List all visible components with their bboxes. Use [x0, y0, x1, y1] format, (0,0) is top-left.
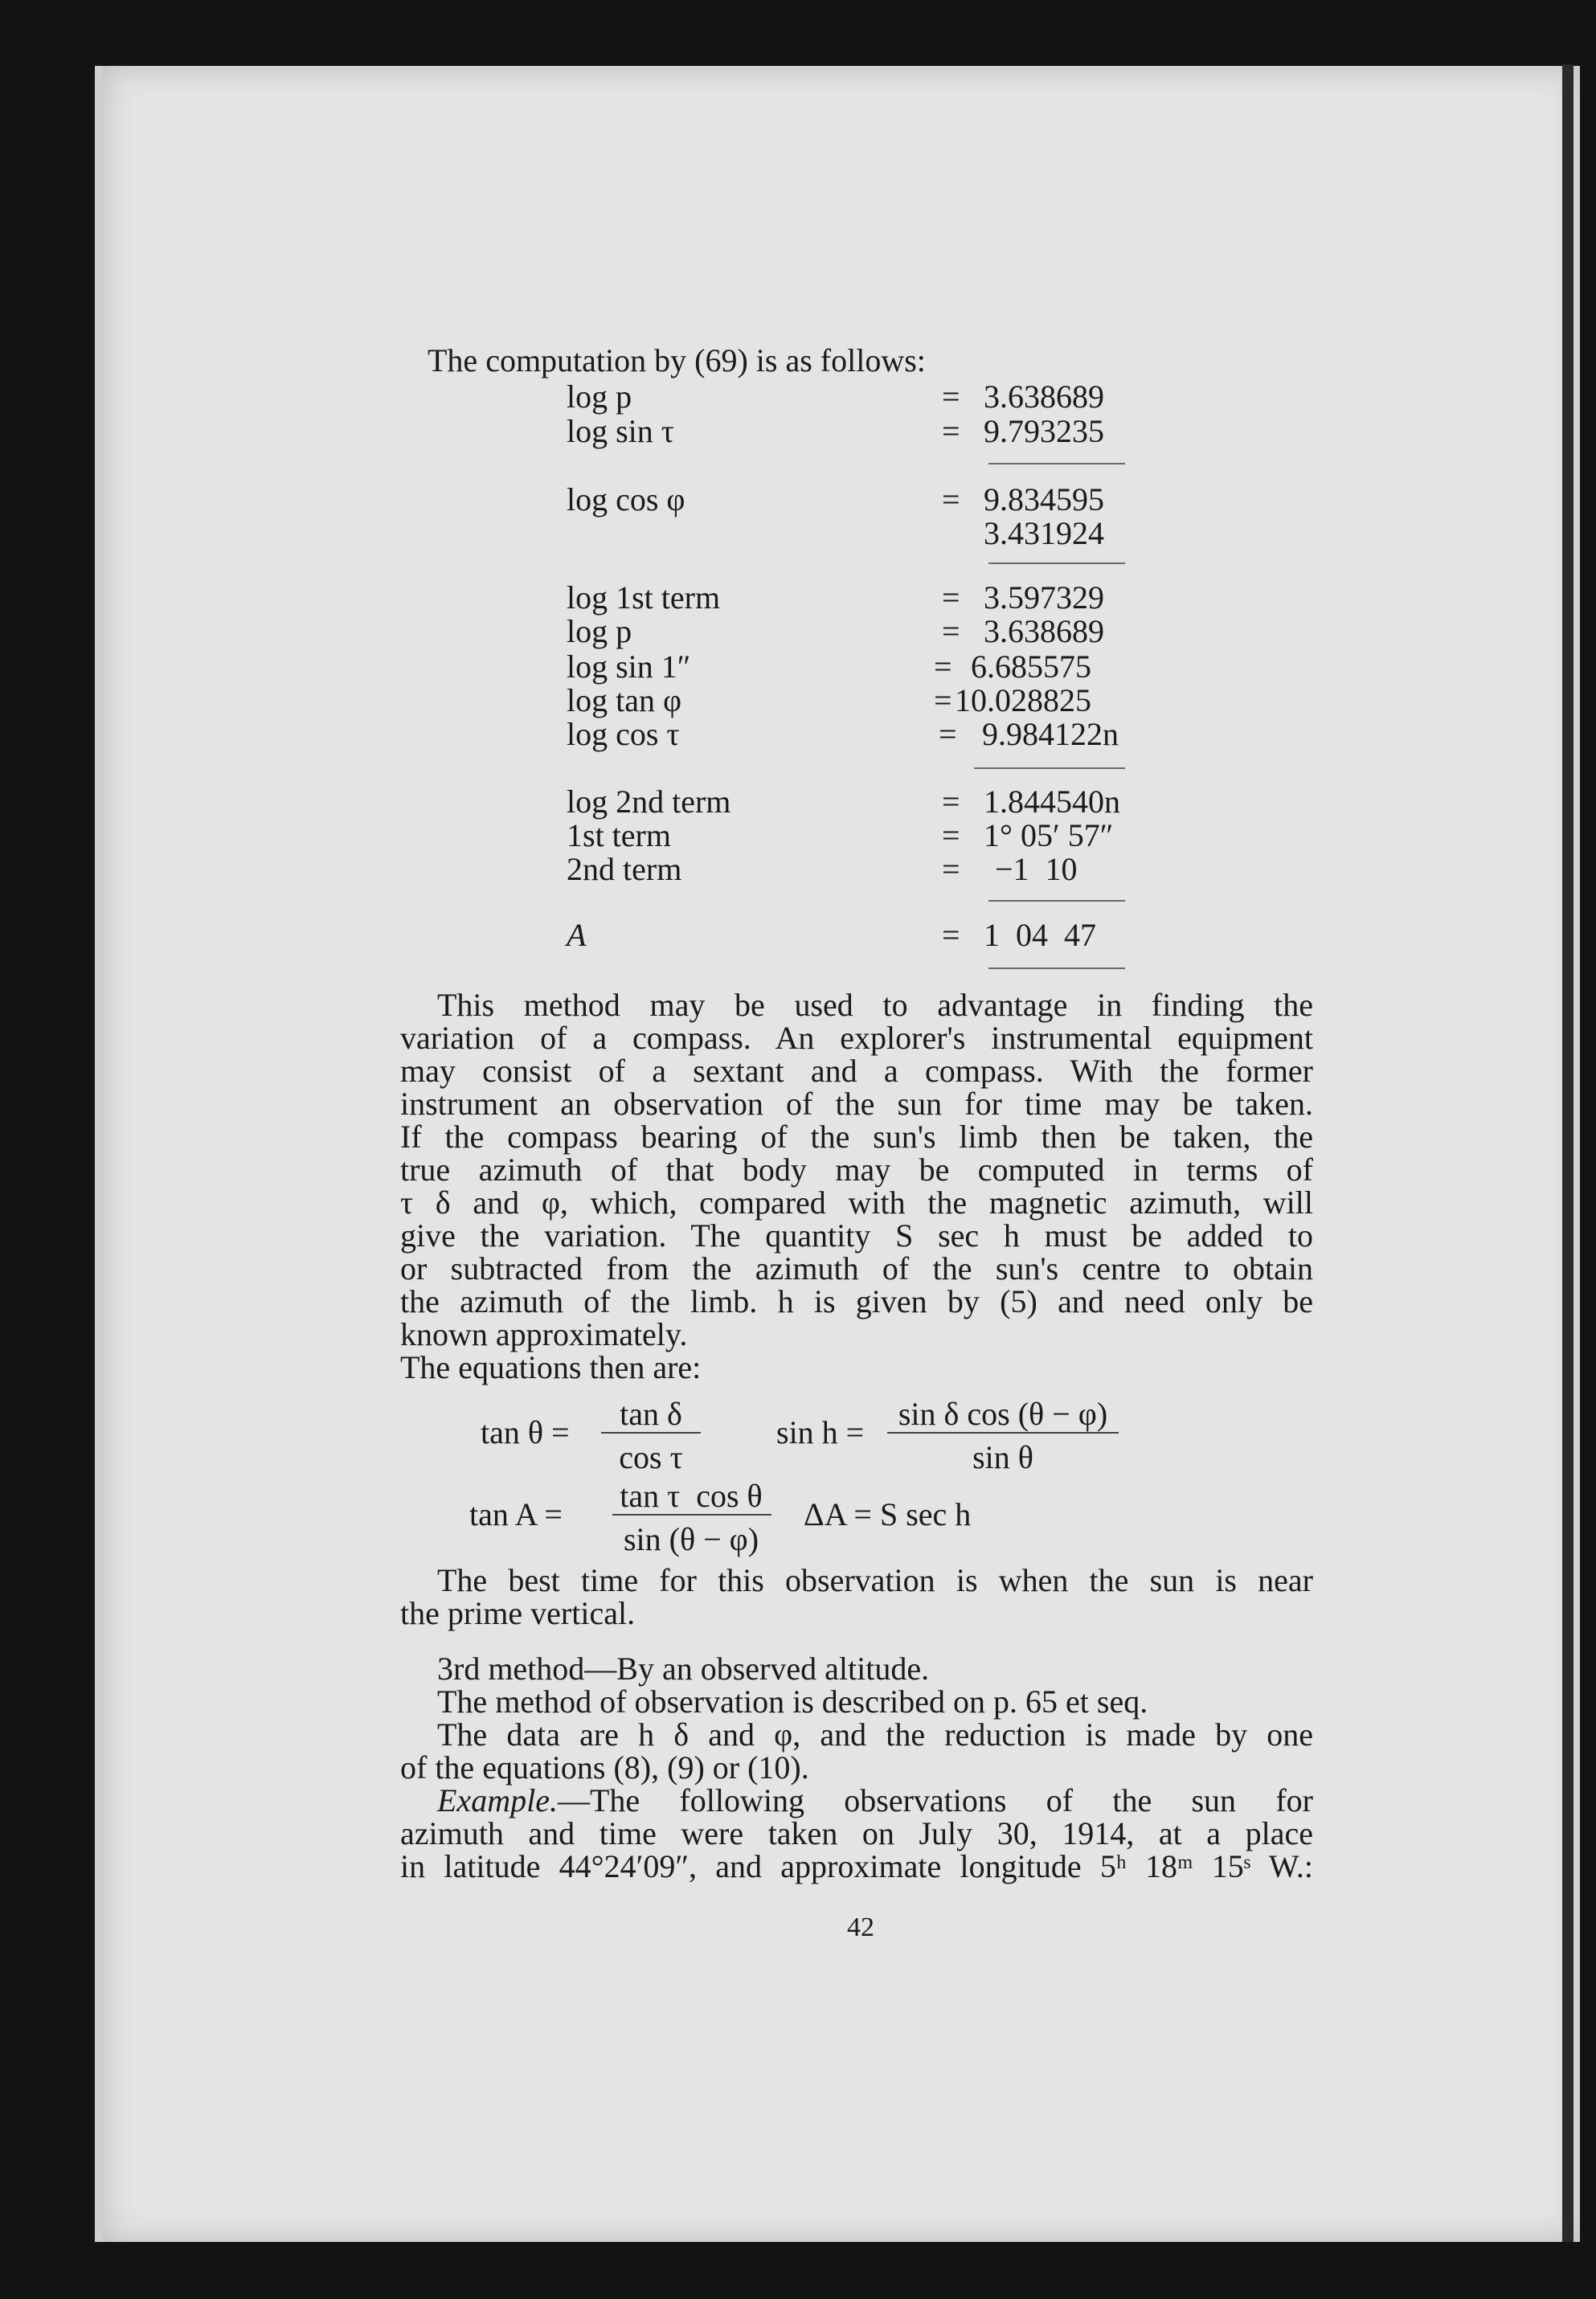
fraction-bar [601, 1432, 701, 1434]
row-label: log p [567, 613, 632, 649]
row-label: log cos φ [567, 481, 685, 517]
eq2-numerator: sin δ cos (θ − φ) [898, 1396, 1108, 1432]
row-value: 9.834595 [984, 481, 1104, 517]
row-value: 1.844540n [984, 783, 1120, 820]
fraction-bar [887, 1432, 1119, 1434]
example-label: Example. [437, 1782, 558, 1818]
row-label: 2nd term [567, 851, 682, 887]
eq2-denominator: sin θ [972, 1439, 1033, 1475]
row-label: log tan φ [567, 682, 682, 718]
equals-sign: = [942, 613, 960, 649]
row-value: 3.638689 [984, 378, 1104, 415]
row-value: 9.984122n [982, 716, 1119, 752]
paragraph-compass-variation [400, 988, 1313, 1384]
text-line: variation of a compass. An explorer's instrumental equipment [400, 1020, 1313, 1056]
fraction-bar [612, 1514, 771, 1516]
row-label: A [567, 917, 587, 953]
row-label: log sin τ [567, 413, 674, 449]
row-value: 6.685575 [971, 648, 1091, 685]
text-line: 3rd method—By an observed altitude. [437, 1651, 930, 1687]
row-label: log 1st term [567, 579, 721, 616]
equals-sign: = [939, 716, 957, 752]
equals-sign: = [934, 682, 952, 718]
page-number: 42 [847, 1912, 874, 1942]
text-line: The method of observation is described on p. 65 et seq. [437, 1683, 1148, 1720]
page-gutter-shadow [1562, 64, 1573, 2242]
row-label: 1st term [567, 817, 671, 853]
row-value: 3.638689 [984, 613, 1104, 649]
row-value: 10.028825 [955, 682, 1091, 718]
text-line: true azimuth of that body may be computed in terms of [400, 1152, 1313, 1188]
text-line: the prime vertical. [400, 1595, 636, 1631]
row-value: −1 10 [995, 851, 1078, 887]
eq1-denominator: cos τ [619, 1439, 683, 1475]
row-label: log p [567, 378, 632, 415]
text-line: If the compass bearing of the sun's limb then be taken, the [400, 1119, 1313, 1155]
eq3-lhs: tan A = [469, 1496, 563, 1532]
eq3-denominator: sin (θ − φ) [623, 1521, 759, 1557]
example-line-1: —The following observations of the sun for [557, 1782, 1313, 1818]
sum-rule [988, 967, 1125, 969]
equals-sign: = [934, 648, 952, 685]
equals-sign: = [942, 579, 960, 616]
text-line: This method may be used to advantage in finding the [437, 987, 1313, 1023]
text-line: of the equations (8), (9) or (10). [400, 1749, 809, 1786]
equals-sign: = [942, 917, 960, 953]
equals-sign: = [942, 413, 960, 449]
sum-rule [988, 900, 1125, 902]
equals-sign: = [942, 817, 960, 853]
text-line: the azimuth of the limb. h is given by (5) and need only be [400, 1283, 1313, 1319]
sum-rule [974, 767, 1125, 769]
row-value: 1° 05′ 57″ [984, 817, 1114, 853]
equals-sign: = [942, 481, 960, 517]
text-line: azimuth and time were taken on July 30, 1914, at a place [400, 1815, 1313, 1851]
text-line: The data are h δ and φ, and the reduction is made by one [437, 1716, 1313, 1753]
sum-rule [988, 562, 1125, 564]
row-label: log 2nd term [567, 783, 731, 820]
text-line: may consist of a sextant and a compass. With the former [400, 1053, 1313, 1089]
eq3-numerator: tan τ cos θ [620, 1478, 763, 1514]
text-line: or subtracted from the azimuth of the sun's centre to obtain [400, 1250, 1313, 1287]
row-label: log cos τ [567, 716, 680, 752]
eq4: ΔA = S sec h [804, 1496, 972, 1532]
computation-intro: The computation by (69) is as follows: [428, 342, 926, 378]
eq1-lhs: tan θ = [481, 1414, 570, 1450]
text-line: in latitude 44°24′09″, and approximate longitude 5ʰ 18ᵐ 15ˢ W.: [400, 1848, 1313, 1884]
text-line: The best time for this observation is when the sun is near [437, 1562, 1313, 1598]
text-line [400, 1784, 1313, 1817]
eq2-lhs: sin h = [776, 1414, 865, 1450]
equals-sign: = [942, 783, 960, 820]
equals-sign: = [942, 378, 960, 415]
paragraph-best-time [400, 1564, 1313, 1630]
equations-intro: The equations then are: [400, 1349, 702, 1385]
row-label: log sin 1″ [567, 648, 691, 685]
equals-sign: = [942, 851, 960, 887]
paragraph-third-method [400, 1652, 1313, 1883]
sum-rule [988, 463, 1125, 464]
text-line: τ δ and φ, which, compared with the magnetic azimuth, will [400, 1184, 1313, 1221]
row-value: 3.431924 [984, 515, 1104, 551]
text-line: instrument an observation of the sun for time may be taken. [400, 1086, 1313, 1122]
eq1-numerator: tan δ [620, 1396, 682, 1432]
row-value: 3.597329 [984, 579, 1104, 616]
text-line: give the variation. The quantity S sec h must be added to [400, 1217, 1313, 1254]
row-value: 9.793235 [984, 413, 1104, 449]
row-value: 1 04 47 [984, 917, 1096, 953]
text-line: known approximately. [400, 1316, 688, 1352]
